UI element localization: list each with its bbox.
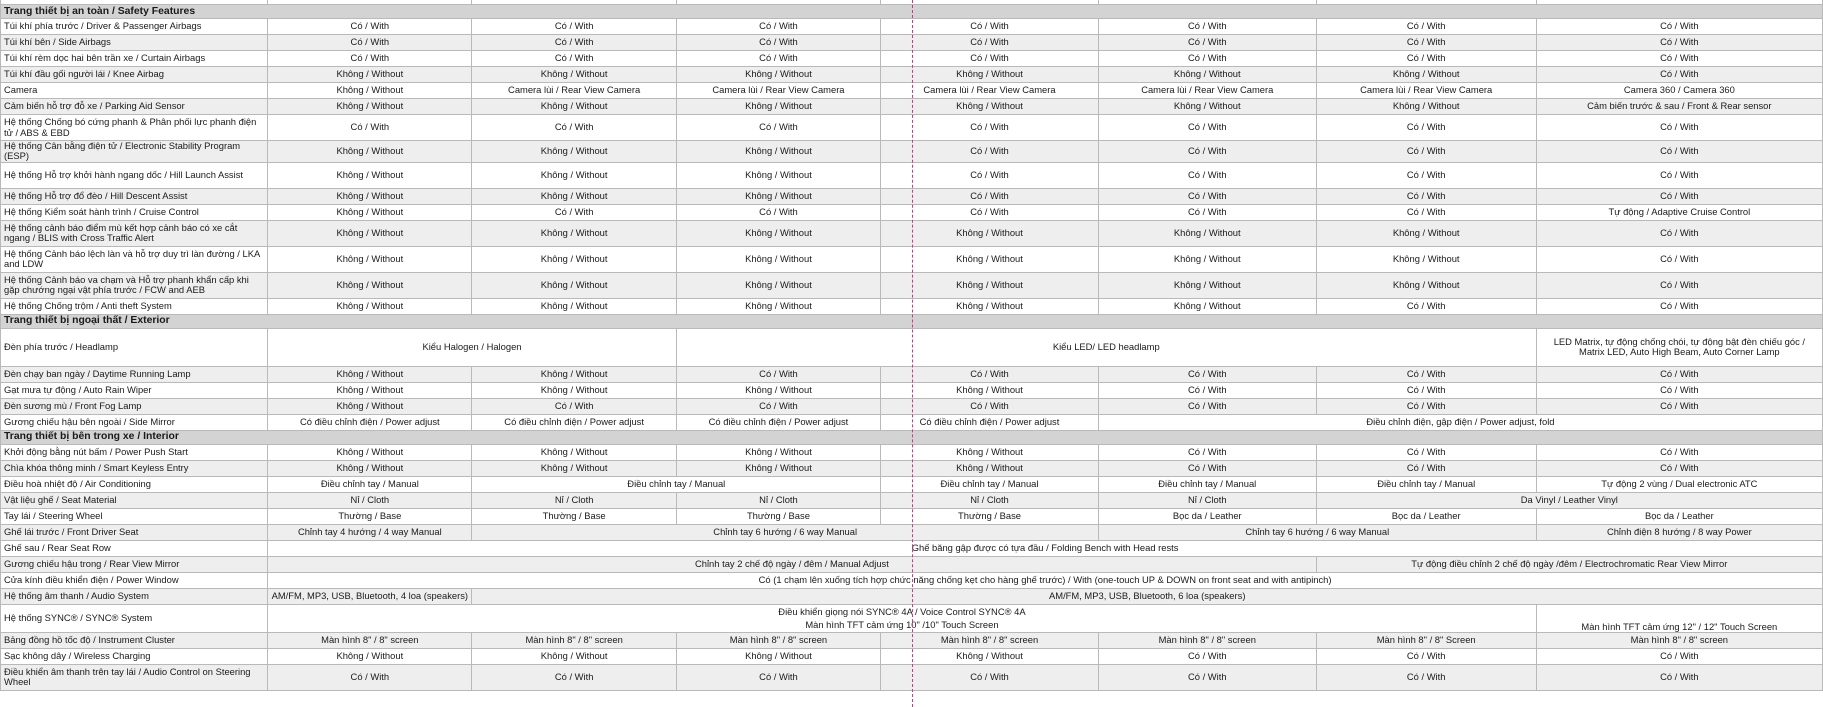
- spec-cell: Có / With: [268, 664, 472, 690]
- spec-cell: Thường / Base: [881, 508, 1099, 524]
- spec-cell: Không / Without: [881, 272, 1099, 298]
- spec-cell: Có / With: [268, 35, 472, 51]
- spec-cell: Có / With: [1098, 162, 1316, 188]
- spec-cell: Chỉnh tay 6 hướng / 6 way Manual: [472, 524, 1098, 540]
- spec-cell: Bọc da / Leather: [1098, 508, 1316, 524]
- spec-cell: Bọc da / Leather: [1536, 508, 1822, 524]
- feature-label: Hệ thống Hỗ trợ khởi hành ngang dốc / Hill Launch Assist: [1, 162, 268, 188]
- spec-cell: Tự động 2 vùng / Dual electronic ATC: [1536, 476, 1822, 492]
- feature-label: Gạt mưa tự động / Auto Rain Wiper: [1, 382, 268, 398]
- spec-cell: Không / Without: [268, 398, 472, 414]
- spec-cell: Nỉ / Cloth: [676, 492, 880, 508]
- spec-cell: Có / With: [676, 204, 880, 220]
- spec-cell: Có / With: [676, 51, 880, 67]
- spec-cell: Có / With: [1316, 141, 1536, 163]
- spec-cell: Có (1 chạm lên xuống tích hợp chức năng chống kẹt cho hàng ghế trước) / With (one-touch UP & DOWN on front seat and with antipinch): [268, 572, 1823, 588]
- spec-cell: Có / With: [472, 204, 676, 220]
- feature-label: Sạc không dây / Wireless Charging: [1, 648, 268, 664]
- spec-cell: Có / With: [1536, 366, 1822, 382]
- spec-cell: Có / With: [1536, 115, 1822, 141]
- spec-cell: Không / Without: [1098, 67, 1316, 83]
- feature-label: Hệ thống Cảnh báo lệch làn và hỗ trợ duy trì làn đường / LKA and LDW: [1, 246, 268, 272]
- spec-cell: Có / With: [1098, 204, 1316, 220]
- spec-cell: Có / With: [881, 664, 1099, 690]
- spec-cell: Nỉ / Cloth: [472, 492, 676, 508]
- spec-cell: Không / Without: [676, 460, 880, 476]
- spec-cell: Không / Without: [472, 67, 676, 83]
- spec-cell: Có / With: [1316, 664, 1536, 690]
- spec-cell: Có / With: [881, 51, 1099, 67]
- spec-cell: Không / Without: [676, 382, 880, 398]
- feature-label: Hệ thống Kiểm soát hành trình / Cruise Control: [1, 204, 268, 220]
- feature-label: Khởi động bằng nút bấm / Power Push Start: [1, 444, 268, 460]
- feature-label: Túi khí phía trước / Driver & Passenger Airbags: [1, 19, 268, 35]
- feature-label: Đèn sương mù / Front Fog Lamp: [1, 398, 268, 414]
- spec-cell: Nỉ / Cloth: [268, 492, 472, 508]
- spec-cell: Có / With: [472, 398, 676, 414]
- spec-cell: Có / With: [1536, 398, 1822, 414]
- spec-cell: Có / With: [676, 664, 880, 690]
- spec-cell: Có / With: [881, 35, 1099, 51]
- spec-cell: Chỉnh tay 2 chế độ ngày / đêm / Manual Adjust: [268, 556, 1317, 572]
- spec-cell: Màn hình 8" / 8" screen: [268, 632, 472, 648]
- spec-cell: Màn hình 8" / 8" screen: [1098, 632, 1316, 648]
- spec-cell: Có / With: [1316, 460, 1536, 476]
- spec-cell: Có / With: [1098, 366, 1316, 382]
- spec-cell: Không / Without: [881, 444, 1099, 460]
- spec-cell: Có / With: [1316, 35, 1536, 51]
- spec-cell: Có / With: [881, 162, 1099, 188]
- spec-cell: Có / With: [1316, 398, 1536, 414]
- spec-cell: Không / Without: [268, 298, 472, 314]
- spec-cell: Có / With: [881, 115, 1099, 141]
- spec-cell: Không / Without: [881, 382, 1099, 398]
- spec-cell: Không / Without: [268, 246, 472, 272]
- spec-cell: Camera lùi / Rear View Camera: [676, 83, 880, 99]
- spec-cell: Chỉnh tay 4 hướng / 4 way Manual: [268, 524, 472, 540]
- spec-cell: Có / With: [1536, 67, 1822, 83]
- spec-cell: Không / Without: [268, 188, 472, 204]
- spec-cell: Bọc da / Leather: [1316, 508, 1536, 524]
- spec-cell: Không / Without: [268, 272, 472, 298]
- spec-cell: Có / With: [1098, 382, 1316, 398]
- spec-cell: Màn hình 8" / 8" screen: [881, 632, 1099, 648]
- spec-cell: Không / Without: [268, 162, 472, 188]
- spec-cell: Có / With: [1536, 246, 1822, 272]
- spec-cell: Không / Without: [472, 444, 676, 460]
- spec-cell: Màn hình 8" / 8" screen: [1536, 632, 1822, 648]
- spec-cell: Không / Without: [881, 67, 1099, 83]
- feature-label: Túi khí rèm dọc hai bên trần xe / Curtain Airbags: [1, 51, 268, 67]
- feature-label: Hệ thống SYNC® / SYNC® System: [1, 604, 268, 632]
- feature-label: Camera: [1, 83, 268, 99]
- feature-label: Hệ thống âm thanh / Audio System: [1, 588, 268, 604]
- spec-cell: Không / Without: [472, 382, 676, 398]
- spec-cell: Có / With: [1316, 366, 1536, 382]
- spec-cell: Có / With: [1536, 35, 1822, 51]
- spec-cell: Có điều chỉnh điện / Power adjust: [268, 414, 472, 430]
- spec-cell: Điều chỉnh tay / Manual: [881, 476, 1099, 492]
- spec-cell: Có / With: [1316, 204, 1536, 220]
- spec-cell: Có / With: [268, 19, 472, 35]
- spec-cell: Không / Without: [881, 460, 1099, 476]
- spec-cell: Có / With: [676, 398, 880, 414]
- spec-cell: Có / With: [881, 141, 1099, 163]
- spec-cell: Không / Without: [268, 141, 472, 163]
- spec-cell: Không / Without: [676, 246, 880, 272]
- spec-cell: Camera lùi / Rear View Camera: [472, 83, 676, 99]
- spec-cell: Chỉnh điện 8 hướng / 8 way Power: [1536, 524, 1822, 540]
- spec-cell: Không / Without: [676, 444, 880, 460]
- spec-cell: Có / With: [472, 664, 676, 690]
- spec-cell: Có / With: [1536, 51, 1822, 67]
- spec-cell: Có / With: [1098, 398, 1316, 414]
- spec-cell: Không / Without: [268, 99, 472, 115]
- spec-cell: AM/FM, MP3, USB, Bluetooth, 6 loa (speakers): [472, 588, 1823, 604]
- center-guide-line: [912, 0, 913, 707]
- spec-cell: Điều chỉnh tay / Manual: [472, 476, 881, 492]
- spec-cell: Có / With: [1536, 648, 1822, 664]
- sync-voice-text: Điều khiển giọng nói SYNC® 4A / Voice Control SYNC® 4A: [778, 605, 1026, 617]
- spec-cell: Không / Without: [472, 366, 676, 382]
- spec-cell: Có / With: [1316, 648, 1536, 664]
- spec-cell: Không / Without: [472, 220, 676, 246]
- section-title: Trang thiết bị bên trong xe / Interior: [1, 430, 1823, 444]
- spec-cell: Có / With: [1098, 648, 1316, 664]
- spec-cell: Không / Without: [1098, 246, 1316, 272]
- spec-cell: Không / Without: [1316, 220, 1536, 246]
- spec-cell: Có / With: [472, 19, 676, 35]
- spec-cell: Không / Without: [676, 272, 880, 298]
- spec-cell: Có / With: [676, 19, 880, 35]
- spec-cell: Có / With: [1098, 35, 1316, 51]
- spec-cell: Không / Without: [1098, 99, 1316, 115]
- feature-label: Chìa khóa thông minh / Smart Keyless Entry: [1, 460, 268, 476]
- spec-cell: Không / Without: [1316, 272, 1536, 298]
- feature-label: Điều khiển âm thanh trên tay lái / Audio Control on Steering Wheel: [1, 664, 268, 690]
- spec-cell: Có / With: [1536, 460, 1822, 476]
- spec-cell: Không / Without: [268, 83, 472, 99]
- spec-cell: Không / Without: [676, 298, 880, 314]
- section-title: Trang thiết bị ngoại thất / Exterior: [1, 314, 1823, 328]
- feature-label: Hệ thống Cân bằng điện tử / Electronic Stability Program (ESP): [1, 141, 268, 163]
- spec-cell: Có / With: [881, 19, 1099, 35]
- spec-cell: Thường / Base: [676, 508, 880, 524]
- spec-cell: LED Matrix, tự động chống chói, tự động bật đèn chiếu góc / Matrix LED, Auto High Beam, Auto Corner Lamp: [1536, 328, 1822, 366]
- spec-cell: Có / With: [1536, 141, 1822, 163]
- feature-label: Hệ thống Chống trộm / Anti theft System: [1, 298, 268, 314]
- spec-cell: Có / With: [1536, 162, 1822, 188]
- feature-label: Hệ thống Hỗ trợ đổ đèo / Hill Descent Assist: [1, 188, 268, 204]
- spec-cell: Có / With: [1098, 664, 1316, 690]
- spec-cell: Có / With: [472, 51, 676, 67]
- spec-cell: Có / With: [268, 51, 472, 67]
- feature-label: Đèn chạy ban ngày / Daytime Running Lamp: [1, 366, 268, 382]
- spec-cell: Thường / Base: [268, 508, 472, 524]
- spec-cell: Không / Without: [268, 444, 472, 460]
- spec-cell: Có / With: [881, 204, 1099, 220]
- spec-cell: Không / Without: [1316, 67, 1536, 83]
- spec-cell: Camera lùi / Rear View Camera: [1098, 83, 1316, 99]
- spec-cell: Không / Without: [472, 460, 676, 476]
- spec-cell: Có / With: [881, 188, 1099, 204]
- spec-cell: Không / Without: [676, 648, 880, 664]
- spec-cell: Không / Without: [1098, 272, 1316, 298]
- spec-cell: Không / Without: [881, 298, 1099, 314]
- spec-cell: Có / With: [1098, 444, 1316, 460]
- spec-cell: Không / Without: [268, 204, 472, 220]
- spec-cell: Có điều chỉnh điện / Power adjust: [881, 414, 1099, 430]
- spec-cell: Không / Without: [676, 188, 880, 204]
- spec-cell: Cảm biến trước & sau / Front & Rear sensor: [1536, 99, 1822, 115]
- spec-cell: Có / With: [1098, 460, 1316, 476]
- spec-cell: Không / Without: [881, 246, 1099, 272]
- spec-cell: Không / Without: [268, 67, 472, 83]
- spec-cell: Có / With: [1536, 220, 1822, 246]
- spec-cell: Có / With: [1098, 51, 1316, 67]
- spec-cell: Camera lùi / Rear View Camera: [1316, 83, 1536, 99]
- spec-cell: Nỉ / Cloth: [881, 492, 1099, 508]
- spec-cell: Có điều chỉnh điện / Power adjust: [676, 414, 880, 430]
- spec-cell: Màn hình TFT cảm ứng 12" / 12" Touch Screen: [1536, 604, 1822, 632]
- spec-cell: Có / With: [881, 366, 1099, 382]
- feature-label: Tay lái / Steering Wheel: [1, 508, 268, 524]
- spec-cell: Không / Without: [676, 141, 880, 163]
- spec-cell: Có / With: [1536, 272, 1822, 298]
- spec-cell: Không / Without: [268, 382, 472, 398]
- spec-cell: Thường / Base: [472, 508, 676, 524]
- spec-cell: Có / With: [1316, 115, 1536, 141]
- spec-cell: Có / With: [1536, 444, 1822, 460]
- spec-cell: Ghế băng gập được có tựa đầu / Folding Bench with Head rests: [268, 540, 1823, 556]
- spec-cell: Không / Without: [1098, 298, 1316, 314]
- spec-cell: Không / Without: [676, 99, 880, 115]
- spec-cell: Có điều chỉnh điện / Power adjust: [472, 414, 676, 430]
- spec-cell: Không / Without: [881, 220, 1099, 246]
- spec-cell: Không / Without: [676, 220, 880, 246]
- feature-label: Cửa kính điều khiển điện / Power Window: [1, 572, 268, 588]
- spec-cell: Không / Without: [676, 67, 880, 83]
- spec-cell: Da Vinyl / Leather Vinyl: [1316, 492, 1822, 508]
- spec-cell: Không / Without: [472, 188, 676, 204]
- spec-cell: Có / With: [1316, 51, 1536, 67]
- spec-cell: Có / With: [1098, 188, 1316, 204]
- feature-label: Đèn phía trước / Headlamp: [1, 328, 268, 366]
- sync-screen-text: Màn hình TFT cảm ứng 10" /10" Touch Screen: [805, 619, 999, 631]
- spec-cell: Có / With: [472, 115, 676, 141]
- feature-label: Hệ thống Cảnh báo va chạm và Hỗ trợ phanh khẩn cấp khi gặp chướng ngại vật phía trước / FCW and AEB: [1, 272, 268, 298]
- spec-cell: Không / Without: [472, 648, 676, 664]
- spec-cell: Không / Without: [881, 648, 1099, 664]
- spec-cell: Không / Without: [881, 99, 1099, 115]
- feature-label: Ghế lái trước / Front Driver Seat: [1, 524, 268, 540]
- spec-cell: Điều chỉnh tay / Manual: [1098, 476, 1316, 492]
- spec-cell: Không / Without: [1316, 99, 1536, 115]
- spec-cell: Có / With: [1098, 141, 1316, 163]
- spec-cell: Kiểu LED/ LED headlamp: [676, 328, 1536, 366]
- spec-cell: Không / Without: [676, 162, 880, 188]
- spec-cell: Có / With: [1316, 444, 1536, 460]
- spec-cell: AM/FM, MP3, USB, Bluetooth, 4 loa (speakers): [268, 588, 472, 604]
- spec-cell: Kiểu Halogen / Halogen: [268, 328, 677, 366]
- spec-cell: Có / With: [1536, 19, 1822, 35]
- spec-cell: [268, 604, 1537, 632]
- spec-cell: Không / Without: [472, 99, 676, 115]
- spec-cell: Có / With: [1098, 19, 1316, 35]
- spec-cell: Có / With: [1316, 298, 1536, 314]
- feature-label: Vật liệu ghế / Seat Material: [1, 492, 268, 508]
- spec-cell: Không / Without: [268, 366, 472, 382]
- spec-cell: Không / Without: [268, 220, 472, 246]
- feature-label: Gương chiếu hậu trong / Rear View Mirror: [1, 556, 268, 572]
- spec-cell: Nỉ / Cloth: [1098, 492, 1316, 508]
- spec-cell: Không / Without: [472, 246, 676, 272]
- spec-cell: Có / With: [1536, 664, 1822, 690]
- section-title: Trang thiết bị an toàn / Safety Features: [1, 5, 1823, 19]
- spec-cell: Điều chỉnh điện, gập điện / Power adjust, fold: [1098, 414, 1822, 430]
- feature-label: Túi khí bên / Side Airbags: [1, 35, 268, 51]
- spec-cell: Chỉnh tay 6 hướng / 6 way Manual: [1098, 524, 1536, 540]
- spec-cell: Không / Without: [268, 648, 472, 664]
- feature-label: Hệ thống cảnh báo điểm mù kết hợp cảnh báo có xe cắt ngang / BLIS with Cross Traffic Alert: [1, 220, 268, 246]
- spec-cell: Có / With: [1536, 188, 1822, 204]
- feature-label: Cảm biến hỗ trợ đỗ xe / Parking Aid Sensor: [1, 99, 268, 115]
- feature-label: Ghế sau / Rear Seat Row: [1, 540, 268, 556]
- spec-cell: Không / Without: [472, 141, 676, 163]
- spec-cell: Có / With: [1316, 19, 1536, 35]
- spec-cell: Không / Without: [1316, 246, 1536, 272]
- spec-cell: Có / With: [676, 366, 880, 382]
- spec-cell: Có / With: [268, 115, 472, 141]
- spec-cell: Có / With: [676, 115, 880, 141]
- feature-label: Bảng đồng hồ tốc độ / Instrument Cluster: [1, 632, 268, 648]
- feature-label: Điều hoà nhiệt độ / Air Conditioning: [1, 476, 268, 492]
- spec-cell: Có / With: [1316, 162, 1536, 188]
- spec-cell: Màn hình 8" / 8" Screen: [1316, 632, 1536, 648]
- spec-cell: Màn hình 8" / 8" screen: [472, 632, 676, 648]
- spec-cell: Có / With: [1316, 382, 1536, 398]
- spec-cell: Không / Without: [472, 272, 676, 298]
- spec-cell: Có / With: [1536, 382, 1822, 398]
- spec-cell: Không / Without: [472, 162, 676, 188]
- feature-label: Túi khí đầu gối người lái / Knee Airbag: [1, 67, 268, 83]
- spec-cell: Màn hình 8" / 8" screen: [676, 632, 880, 648]
- spec-cell: Có / With: [472, 35, 676, 51]
- spec-cell: Tự động điều chỉnh 2 chế độ ngày /đêm / Electrochromatic Rear View Mirror: [1316, 556, 1822, 572]
- spec-cell: Không / Without: [268, 460, 472, 476]
- spec-cell: Có / With: [1316, 188, 1536, 204]
- spec-cell: Tự động / Adaptive Cruise Control: [1536, 204, 1822, 220]
- spec-cell: Camera lùi / Rear View Camera: [881, 83, 1099, 99]
- feature-label: Gương chiếu hậu bên ngoài / Side Mirror: [1, 414, 268, 430]
- spec-cell: Không / Without: [1098, 220, 1316, 246]
- spec-cell: Điều chỉnh tay / Manual: [268, 476, 472, 492]
- spec-cell: Không / Without: [472, 298, 676, 314]
- spec-cell: Điều chỉnh tay / Manual: [1316, 476, 1536, 492]
- spec-cell: Camera 360 / Camera 360: [1536, 83, 1822, 99]
- spec-cell: Có / With: [676, 35, 880, 51]
- feature-label: Hệ thống Chống bó cứng phanh & Phân phối lực phanh điện tử / ABS & EBD: [1, 115, 268, 141]
- spec-cell: Có / With: [1536, 298, 1822, 314]
- spec-cell: Có / With: [1098, 115, 1316, 141]
- spec-cell: Có / With: [881, 398, 1099, 414]
